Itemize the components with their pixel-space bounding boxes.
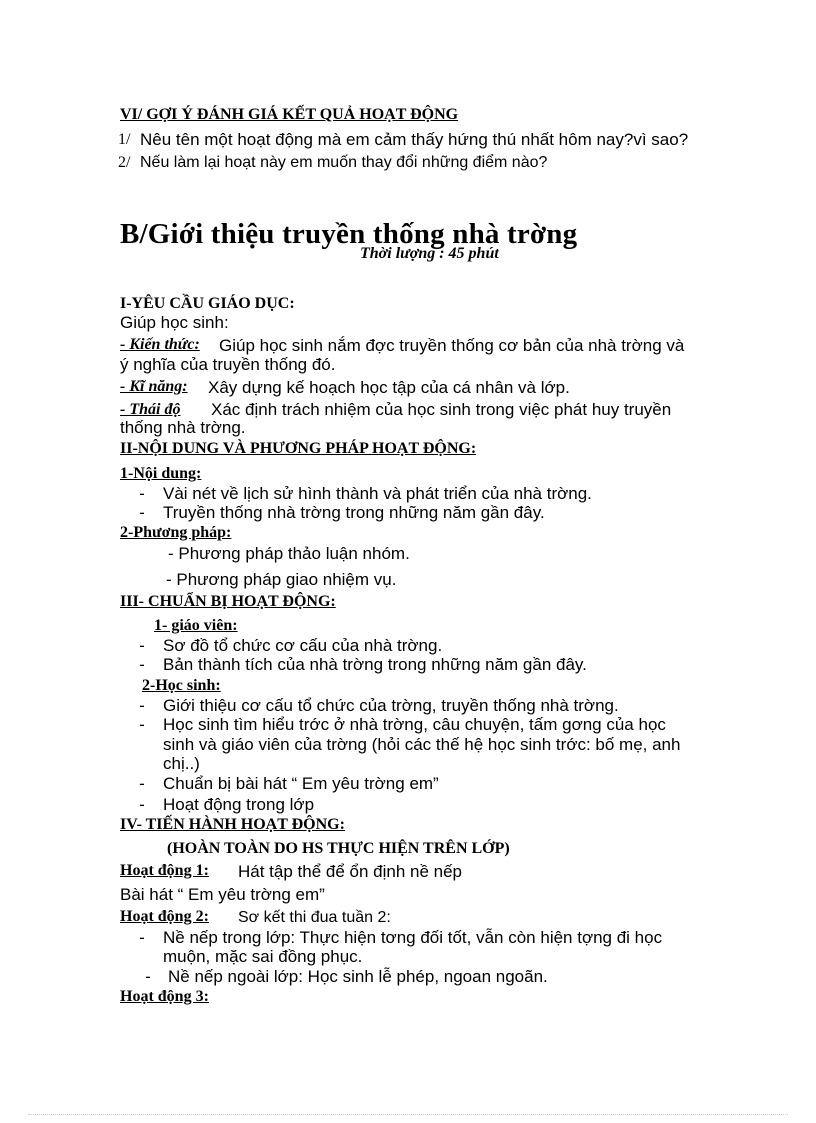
question-2: Nếu làm lại hoạt này em muốn thay đổi những điểm nào? [140,154,548,171]
attitude-label: - Thái độ [120,401,181,418]
list-bullet: - [145,967,151,986]
method-item-1: - Phương pháp thảo luận nhóm. [168,544,410,563]
question-2-number: 2/ [118,154,131,171]
knowledge-label: - Kiến thức: [120,336,200,353]
list-bullet: - [139,795,145,814]
student-item-2-line-3: chị..) [163,754,200,773]
section-i-title-text: I-YÊU CẦU GIÁO DỤC: [120,295,295,312]
list-bullet: - [139,696,145,715]
activity-3-label: Hoạt động 3: [120,988,209,1005]
student-item-1: Giới thiệu cơ cấu tổ chức của trờng, truyền thống nhà trờng. [163,696,619,715]
section-vi-title: VI/ GỢI Ý ĐÁNH GIÁ KẾT QUẢ HOẠT ĐỘNG [120,106,459,123]
activity-1-song: Bài hát “ Em yêu trờng em” [120,885,325,904]
knowledge-text-line-2: ý nghĩa của truyền thống đó. [120,355,336,374]
activity-1-text: Hát tập thể để ổn định nề nếp [238,862,463,881]
list-bullet: - [139,503,145,522]
student-item-4: Hoạt động trong lớp [163,795,315,814]
teacher-item-1: Sơ đồ tổ chức cơ cấu của nhà trờng. [163,636,443,655]
part-b-title: B/Giới thiệu truyền thống nhà trờng [120,218,578,250]
activity-2-item-1-line-2: muộn, mặc sai đồng phục. [163,947,363,966]
method-item-2: - Phương pháp giao nhiệm vụ. [166,570,397,589]
activity-2-label: Hoạt động 2: [120,908,209,925]
section-ii-title: II-NỘI DUNG VÀ PHƯƠNG PHÁP HOẠT ĐỘNG: [120,440,477,457]
section-i-intro: Giúp học sinh: [120,313,229,332]
content-item-1: Vài nét về lịch sử hình thành và phát triển của nhà trờng. [163,484,592,503]
content-item-2: Truyền thống nhà trờng trong những năm gần đây. [163,503,545,522]
student-title: 2-Học sinh: [142,677,221,694]
list-bullet: - [139,636,145,655]
list-bullet: - [139,484,145,503]
page-bottom-border [28,1114,788,1115]
activity-2-text: Sơ kết thi đua tuần 2: [238,909,391,926]
teacher-item-2: Bản thành tích của nhà trờng trong những năm gần đây. [163,655,587,674]
attitude-text-line-1: Xác định trách nhiệm của học sinh trong việc phát huy truyền [211,400,672,419]
teacher-title: 1- giáo viên: [154,617,238,634]
section-iv-subtitle: (HOÀN TOÀN DO HS THỰC HIỆN TRÊN LỚP) [167,840,510,857]
list-bullet: - [139,655,145,674]
question-1: Nêu tên một hoạt động mà em cảm thấy hứng thú nhất hôm nay?vì sao? [140,130,689,149]
part-b-duration: Thời lượng : 45 phút [360,245,499,262]
skill-text: Xây dựng kế hoạch học tập của cá nhân và lớp. [208,378,570,397]
list-bullet: - [139,774,145,793]
section-i-title [120,295,295,313]
content-title: 1-Nội dung: [120,465,202,482]
activity-2-item-1-line-1: Nề nếp trong lớp: Thực hiện tơng đối tốt, vẫn còn hiện tợng đi học [163,928,663,947]
student-item-3: Chuẩn bị bài hát “ Em yêu trờng em” [163,774,439,793]
question-1-number: 1/ [118,131,131,148]
knowledge-text-line-1: Giúp học sinh nắm đợc truyền thống cơ bản của nhà trờng và [219,336,685,355]
list-bullet: - [139,715,145,734]
student-item-2-line-2: sinh và giáo viên của trờng (hỏi các thế hệ học sinh trớc: bố mẹ, anh [163,735,681,754]
section-iii-title: III- CHUẨN BỊ HOẠT ĐỘNG: [120,593,336,610]
student-item-2-line-1: Học sinh tìm hiểu trớc ở nhà trờng, câu chuyện, tấm gơng của học [163,715,666,734]
method-title: 2-Phương pháp: [120,524,232,541]
skill-label: - Kĩ năng: [120,378,188,395]
attitude-text-line-2: thống nhà trờng. [120,418,246,437]
activity-1-label: Hoạt động 1: [120,862,209,879]
list-bullet: - [139,928,145,947]
activity-2-item-2: Nề nếp ngoài lớp: Học sinh lễ phép, ngoan ngoãn. [168,967,548,986]
section-iv-title: IV- TIẾN HÀNH HOẠT ĐỘNG: [120,816,345,833]
